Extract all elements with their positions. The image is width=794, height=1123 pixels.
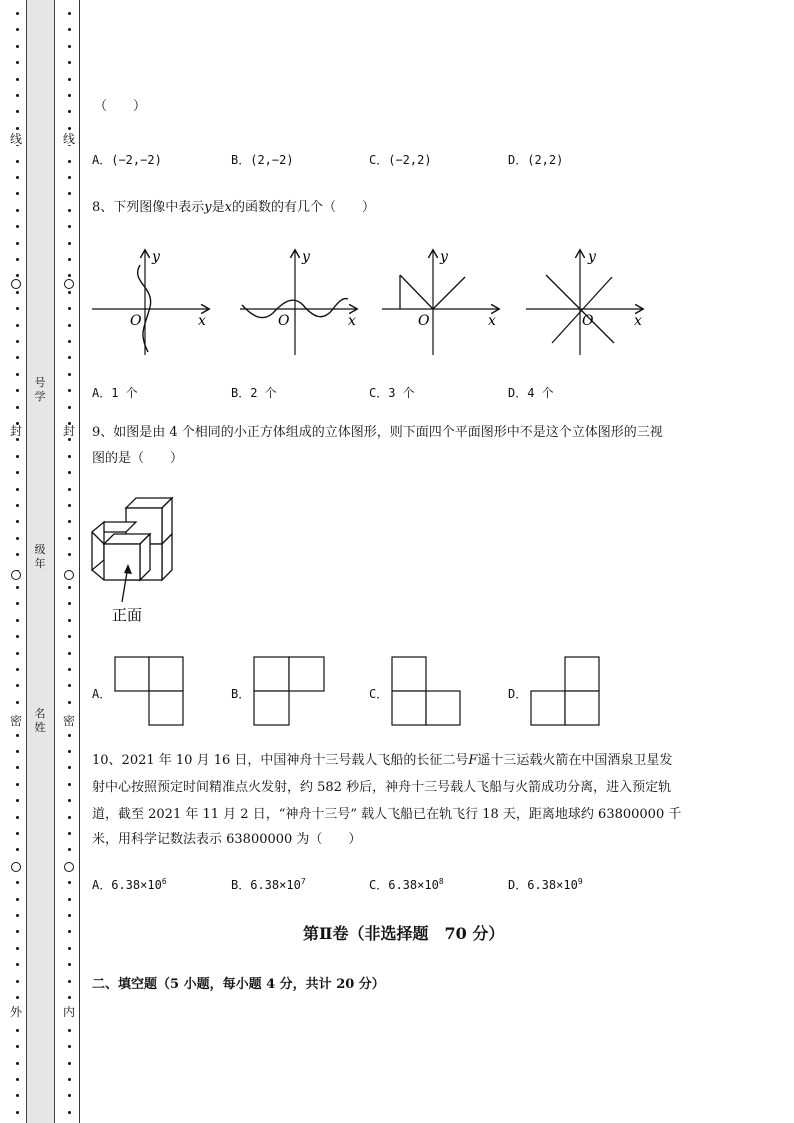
- margin-dot: [16, 274, 19, 277]
- margin-rule: [79, 0, 80, 1123]
- margin-dot: [16, 406, 19, 409]
- margin-dot: [68, 619, 71, 622]
- margin-dot: [68, 701, 71, 704]
- q10-stem-line4: 米，用科学记数法表示 63800000 为（ ）: [92, 832, 362, 847]
- q8-stem: 8、下列图像中表示y是x的函数的有几个（ ）: [92, 200, 376, 215]
- margin-dot: [16, 701, 19, 704]
- margin-dot: [16, 61, 19, 64]
- margin-dot: [68, 1029, 71, 1032]
- margin-dot: [68, 373, 71, 376]
- margin-dot: [16, 28, 19, 31]
- margin-dot: [68, 668, 71, 671]
- q8-graph-c: [380, 247, 510, 359]
- axis-x-label: x: [634, 313, 642, 329]
- margin-dot: [68, 1094, 71, 1097]
- axis-x-label: x: [488, 313, 496, 329]
- outer-mark-seal: 封: [9, 424, 22, 438]
- margin-dot: [68, 832, 71, 835]
- margin-dot: [16, 160, 19, 163]
- margin-dot: [16, 12, 19, 15]
- inner-ring: [64, 862, 74, 872]
- margin-dot: [16, 602, 19, 605]
- origin-label: O: [278, 313, 290, 329]
- outer-mark-outside: 外: [9, 1005, 22, 1019]
- margin-dot: [68, 783, 71, 786]
- margin-dot: [16, 471, 19, 474]
- section-2-title: 第Ⅱ卷（非选择题 70 分）: [303, 924, 505, 943]
- q8-option-c: C．3 个: [369, 386, 415, 400]
- q9-option-b-figure: [253, 656, 327, 728]
- q8-option-a: A．1 个: [92, 386, 138, 400]
- margin-dot: [68, 307, 71, 310]
- q9-stem-line1: 9、如图是由 4 个相同的小正方体组成的立体图形，则下面四个平面图形中不是这个立体图形的三视: [92, 425, 663, 440]
- margin-dot: [68, 816, 71, 819]
- q8-graph-d: [524, 247, 654, 359]
- inner-mark-line: 线: [62, 132, 75, 146]
- margin-dot: [16, 455, 19, 458]
- margin-dot: [16, 242, 19, 245]
- margin-dot: [68, 242, 71, 245]
- margin-dot: [68, 406, 71, 409]
- q10-option-d: D．$6.38\times 10^9$: [508, 877, 583, 892]
- q10-option-a: A．$6.38\times 10^6$: [92, 877, 167, 892]
- margin-dot: [68, 438, 71, 441]
- margin-dot: [16, 898, 19, 901]
- margin-dot: [16, 537, 19, 540]
- margin-dot: [68, 340, 71, 343]
- margin-dot: [68, 1078, 71, 1081]
- margin-dot: [68, 94, 71, 97]
- margin-dot: [16, 783, 19, 786]
- margin-dot: [16, 110, 19, 113]
- margin-dot: [68, 209, 71, 212]
- margin-dot: [68, 1045, 71, 1048]
- margin-dot: [68, 602, 71, 605]
- margin-dot: [68, 980, 71, 983]
- margin-dot: [16, 914, 19, 917]
- margin-dot: [68, 947, 71, 950]
- margin-dot: [68, 12, 71, 15]
- axis-x-label: x: [348, 313, 356, 329]
- axis-y-label: y: [440, 249, 448, 265]
- margin-dot: [16, 848, 19, 851]
- margin-dot: [16, 209, 19, 212]
- q8-graph-b: [238, 247, 368, 359]
- q10-stem-line1: 10、2021 年 10 月 16 日，中国神舟十三号载人飞船的长征二号F遥十三运载火箭在中国酒泉卫星发: [92, 753, 673, 768]
- margin-dot: [68, 734, 71, 737]
- margin-dot: [68, 110, 71, 113]
- margin-dot: [68, 963, 71, 966]
- margin-dot: [16, 799, 19, 802]
- margin-dot: [68, 537, 71, 540]
- q7-option-a: A．(−2,−2): [92, 153, 162, 167]
- margin-dot: [68, 488, 71, 491]
- section-2-subtitle: 二、填空题（5 小题，每小题 4 分，共计 20 分）: [92, 977, 385, 992]
- margin-dot: [16, 78, 19, 81]
- margin-dot: [16, 340, 19, 343]
- axis-y-label: y: [152, 249, 160, 265]
- margin-dot: [16, 488, 19, 491]
- margin-dot: [68, 471, 71, 474]
- margin-dot: [16, 734, 19, 737]
- margin-dot: [68, 258, 71, 261]
- margin-dot: [16, 668, 19, 671]
- margin-dot: [16, 1029, 19, 1032]
- margin-dot: [68, 1111, 71, 1114]
- margin-dot: [16, 586, 19, 589]
- margin-dot: [16, 684, 19, 687]
- margin-dot: [68, 356, 71, 359]
- margin-dot: [16, 356, 19, 359]
- margin-dot: [16, 766, 19, 769]
- margin-dot: [68, 78, 71, 81]
- margin-dot: [68, 684, 71, 687]
- q9-option-a-label: A．: [92, 687, 112, 701]
- margin-dot: [68, 192, 71, 195]
- q7-option-d: D．(2,2): [508, 153, 564, 167]
- margin-dot: [68, 28, 71, 31]
- margin-dot: [16, 324, 19, 327]
- margin-dot: [68, 586, 71, 589]
- name-field-label: 名姓: [34, 707, 46, 734]
- q8-option-b: B．2 个: [231, 386, 277, 400]
- inner-mark-secret: 密: [62, 714, 75, 728]
- q10-option-b: B．$6.38\times 10^7$: [231, 877, 306, 892]
- q7-option-c: C．(−2,2): [369, 153, 432, 167]
- margin-dot: [16, 307, 19, 310]
- inner-ring: [64, 279, 74, 289]
- margin-dot: [16, 816, 19, 819]
- margin-dot: [16, 520, 19, 523]
- outer-dotted-line: [14, 0, 24, 1123]
- q9-option-d-label: D．: [508, 687, 528, 701]
- margin-dot: [16, 438, 19, 441]
- margin-dot: [68, 225, 71, 228]
- margin-dot: [68, 652, 71, 655]
- margin-dot: [68, 61, 71, 64]
- origin-label: O: [582, 313, 594, 329]
- q10-stem-line3: 道，截至 2021 年 11 月 2 日，“神舟十三号” 载人飞船已在轨飞行 18 天，距离地球约 63800000 千: [92, 807, 682, 822]
- origin-label: O: [130, 313, 142, 329]
- margin-dot: [16, 553, 19, 556]
- margin-dot: [68, 160, 71, 163]
- margin-dot: [16, 750, 19, 753]
- axis-y-label: y: [302, 249, 310, 265]
- margin-dot: [68, 553, 71, 556]
- axis-x-label: x: [198, 313, 206, 329]
- q8-graph-a: [90, 247, 220, 359]
- margin-dot: [16, 980, 19, 983]
- margin-dot: [68, 848, 71, 851]
- margin-dot: [16, 504, 19, 507]
- margin-dot: [16, 832, 19, 835]
- outer-ring: [11, 279, 21, 289]
- margin-dot: [16, 1094, 19, 1097]
- margin-dot: [16, 635, 19, 638]
- margin-dot: [68, 750, 71, 753]
- margin-dot: [16, 127, 19, 130]
- inner-mark-inside: 内: [62, 1005, 75, 1019]
- outer-mark-secret: 密: [9, 714, 22, 728]
- student-number-field-label: 号学: [34, 376, 46, 403]
- margin-dot: [16, 1111, 19, 1114]
- margin-dot: [68, 45, 71, 48]
- q7-answer-bracket: （ ）: [94, 99, 147, 114]
- margin-dot: [16, 94, 19, 97]
- q9-option-c-label: C．: [369, 687, 389, 701]
- margin-dot: [68, 898, 71, 901]
- margin-dot: [16, 930, 19, 933]
- q10-stem-line2: 射中心按照预定时间精准点火发射，约 582 秒后，神舟十三号载人飞船与火箭成功分离，进入预定轨: [92, 780, 672, 795]
- margin-dot: [16, 1062, 19, 1065]
- margin-dot: [68, 799, 71, 802]
- margin-dot: [16, 192, 19, 195]
- q9-option-c-figure: [391, 656, 463, 728]
- q8-option-d: D．4 个: [508, 386, 554, 400]
- margin-dot: [68, 635, 71, 638]
- margin-dot: [16, 963, 19, 966]
- margin-dot: [68, 291, 71, 294]
- margin-dot: [68, 389, 71, 392]
- margin-dot: [16, 45, 19, 48]
- outer-ring: [11, 570, 21, 580]
- margin-dot: [68, 455, 71, 458]
- outer-mark-line: 线: [9, 132, 22, 146]
- margin-dot: [68, 504, 71, 507]
- q10-option-c: C．$6.38\times 10^8$: [369, 877, 444, 892]
- inner-mark-seal: 封: [62, 424, 75, 438]
- margin-dot: [68, 127, 71, 130]
- margin-dot: [68, 996, 71, 999]
- margin-dot: [68, 274, 71, 277]
- grade-field-label: 级年: [34, 543, 46, 570]
- q7-option-b: B．(2,−2): [231, 153, 294, 167]
- margin-dot: [68, 520, 71, 523]
- front-view-label: 正面: [112, 606, 143, 624]
- margin-dot: [68, 1062, 71, 1065]
- outer-ring: [11, 862, 21, 872]
- margin-dot: [68, 881, 71, 884]
- margin-dot: [16, 619, 19, 622]
- q9-stem-line2: 图的是（ ）: [92, 451, 184, 466]
- origin-label: O: [418, 313, 430, 329]
- margin-dot: [16, 389, 19, 392]
- margin-dot: [16, 225, 19, 228]
- margin-dot: [16, 652, 19, 655]
- axis-y-label: y: [588, 249, 596, 265]
- margin-dot: [68, 914, 71, 917]
- margin-dot: [16, 996, 19, 999]
- q9-cube-figure: [88, 494, 188, 634]
- margin-dot: [16, 291, 19, 294]
- margin-dot: [68, 176, 71, 179]
- q9-option-a-figure: [114, 656, 186, 728]
- margin-dot: [16, 176, 19, 179]
- margin-dot: [68, 930, 71, 933]
- inner-dotted-line: [66, 0, 76, 1123]
- margin-dot: [16, 1078, 19, 1081]
- margin-dot: [16, 373, 19, 376]
- margin-dot: [16, 258, 19, 261]
- q9-option-d-figure: [530, 656, 602, 728]
- margin-dot: [68, 324, 71, 327]
- inner-ring: [64, 570, 74, 580]
- margin-dot: [16, 947, 19, 950]
- q9-option-b-label: B．: [231, 687, 251, 701]
- margin-dot: [16, 881, 19, 884]
- margin-dot: [16, 1045, 19, 1048]
- margin-dot: [68, 766, 71, 769]
